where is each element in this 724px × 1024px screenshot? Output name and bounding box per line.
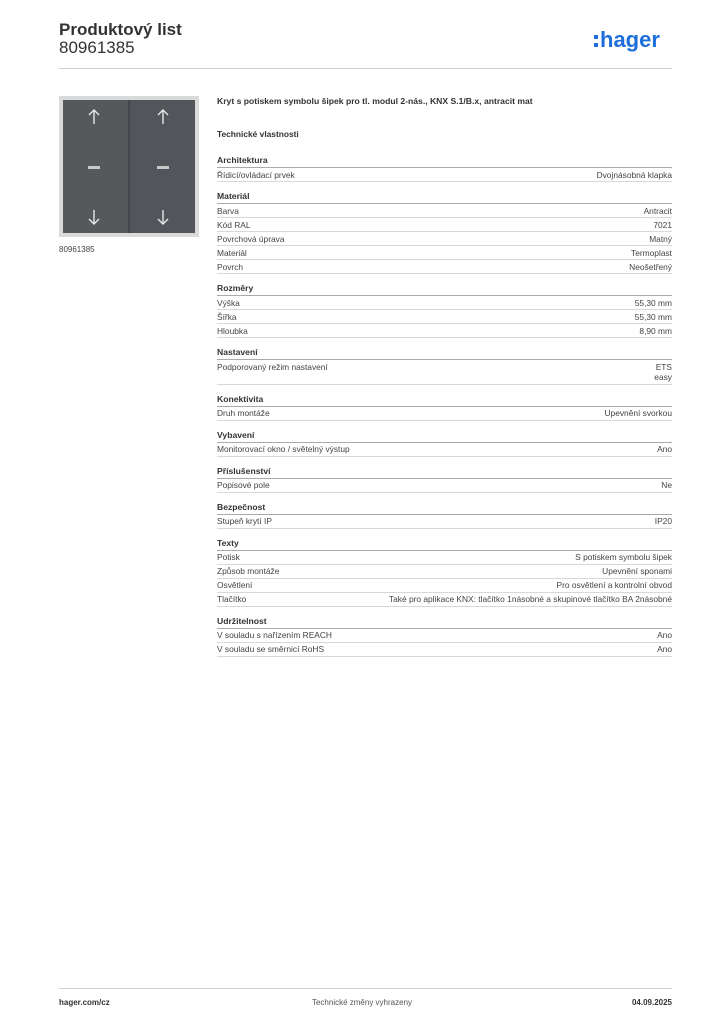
spec-row (217, 643, 672, 657)
spec-value: Neošetřený (629, 261, 672, 272)
spec-value: Ano (657, 444, 672, 454)
spec-value: 8,90 mm (639, 325, 672, 336)
spec-row (217, 565, 672, 579)
spec-value: Ano (657, 630, 672, 640)
spec-heading: Technické vlastnosti (217, 129, 299, 139)
hager-logo (594, 25, 674, 59)
spec-value-multi (340, 362, 672, 383)
spec-label: Povrchová úprava (217, 233, 285, 244)
image-caption: 80961385 (59, 245, 95, 254)
spec-value: Matný (649, 233, 672, 244)
spec-value: Dvojnásobná klapka (596, 169, 672, 180)
spec-label: Povrch (217, 261, 244, 272)
footer-divider (59, 988, 672, 989)
spec-value: S potiskem symbolu šipek (575, 552, 672, 562)
product-image (59, 96, 199, 237)
spec-label: Osvětlení (217, 580, 253, 590)
spec-label: Potisk (217, 552, 240, 562)
header-divider (59, 68, 672, 69)
spec-value: 55,30 mm (634, 297, 672, 308)
spec-group-rozmery (217, 283, 672, 338)
group-title: Materiál (217, 191, 672, 204)
spec-group-architektura (217, 155, 672, 182)
svg-text:hager: hager (600, 27, 660, 52)
spec-row (217, 218, 672, 232)
spec-group-texty (217, 538, 672, 607)
spec-label: Barva (217, 205, 239, 216)
group-title: Texty (217, 538, 672, 551)
footer-disclaimer: Technické změny vyhrazeny (311, 998, 413, 1007)
spec-row (217, 204, 672, 218)
spec-group-material (217, 191, 672, 274)
spec-row (217, 324, 672, 338)
spec-label: Stupeň krytí IP (217, 516, 272, 526)
spec-label: Popisové pole (217, 480, 270, 490)
product-number: 80961385 (59, 38, 135, 57)
led-window-icon (157, 166, 169, 169)
spec-value: Také pro aplikace KNX: tlačítko 1násobné a skupinové tlačítko BA 2násobné (388, 594, 672, 604)
spec-label: V souladu se směrnicí RoHS (217, 644, 325, 654)
spec-label: Šířka (217, 311, 237, 322)
group-title: Architektura (217, 155, 672, 168)
spec-row (217, 168, 672, 182)
spec-group-bezpecnost (217, 502, 672, 529)
spec-label: Podporovaný režim nastavení (217, 361, 328, 372)
spec-label: Hloubka (217, 325, 248, 336)
spec-label: Druh montáže (217, 408, 270, 418)
spec-row (217, 479, 672, 493)
spec-row (217, 593, 672, 607)
group-title: Konektivita (217, 394, 672, 407)
spec-row (217, 407, 672, 421)
spec-label: Řídicí/ovládací prvek (217, 169, 295, 180)
spec-value: Ne (661, 480, 672, 490)
page-title: Produktový list (59, 20, 182, 39)
spec-value: 55,30 mm (634, 311, 672, 322)
spec-group-udrzitelnost (217, 616, 672, 657)
group-title: Bezpečnost (217, 502, 672, 515)
group-title: Nastavení (217, 347, 672, 360)
spec-value: Upevnění svorkou (604, 408, 672, 418)
spec-row (217, 232, 672, 246)
spec-value: Termoplast (631, 247, 672, 258)
spec-label: V souladu s nařízením REACH (217, 630, 332, 640)
spec-label: Tlačítko (217, 594, 247, 604)
spec-value: Pro osvětlení a kontrolní obvod (556, 580, 672, 590)
led-window-icon (88, 166, 100, 169)
group-title: Udržitelnost (217, 616, 672, 629)
spec-value: Upevnění sponami (602, 566, 672, 576)
spec-value: ETS (655, 361, 672, 372)
spec-row (217, 579, 672, 593)
spec-row (217, 260, 672, 274)
spec-label: Výška (217, 297, 240, 308)
spec-row (217, 551, 672, 565)
spec-row (217, 443, 672, 457)
spec-content (217, 96, 672, 657)
footer-date: 04.09.2025 (631, 998, 672, 1007)
spec-row (217, 515, 672, 529)
group-title: Rozměry (217, 283, 672, 296)
spec-value: easy (654, 372, 672, 382)
spec-value: 7021 (653, 219, 672, 230)
group-title: Příslušenství (217, 466, 672, 479)
spec-row (217, 310, 672, 324)
spec-value: Antracit (643, 205, 672, 216)
spec-label: Způsob montáže (217, 566, 280, 576)
spec-row (217, 360, 672, 385)
spec-group-prislusenstvi (217, 466, 672, 493)
spec-value: IP20 (654, 516, 672, 526)
product-description: Kryt s potiskem symbolu šipek pro tl. modul 2-nás., KNX S.1/B.x, antracit mat (217, 96, 533, 106)
footer-website-link[interactable]: hager.com/cz (59, 998, 110, 1007)
spec-row (217, 629, 672, 643)
spec-group-konektivita (217, 394, 672, 421)
spec-label: Monitorovací okno / světelný výstup (217, 444, 350, 454)
spec-value: Ano (657, 644, 672, 654)
group-title: Vybavení (217, 430, 672, 443)
spec-group-vybaveni (217, 430, 672, 457)
spec-label: Kód RAL (217, 219, 251, 230)
spec-group-nastaveni (217, 347, 672, 385)
spec-row (217, 296, 672, 310)
spec-row (217, 246, 672, 260)
spec-label: Materiál (217, 247, 247, 258)
